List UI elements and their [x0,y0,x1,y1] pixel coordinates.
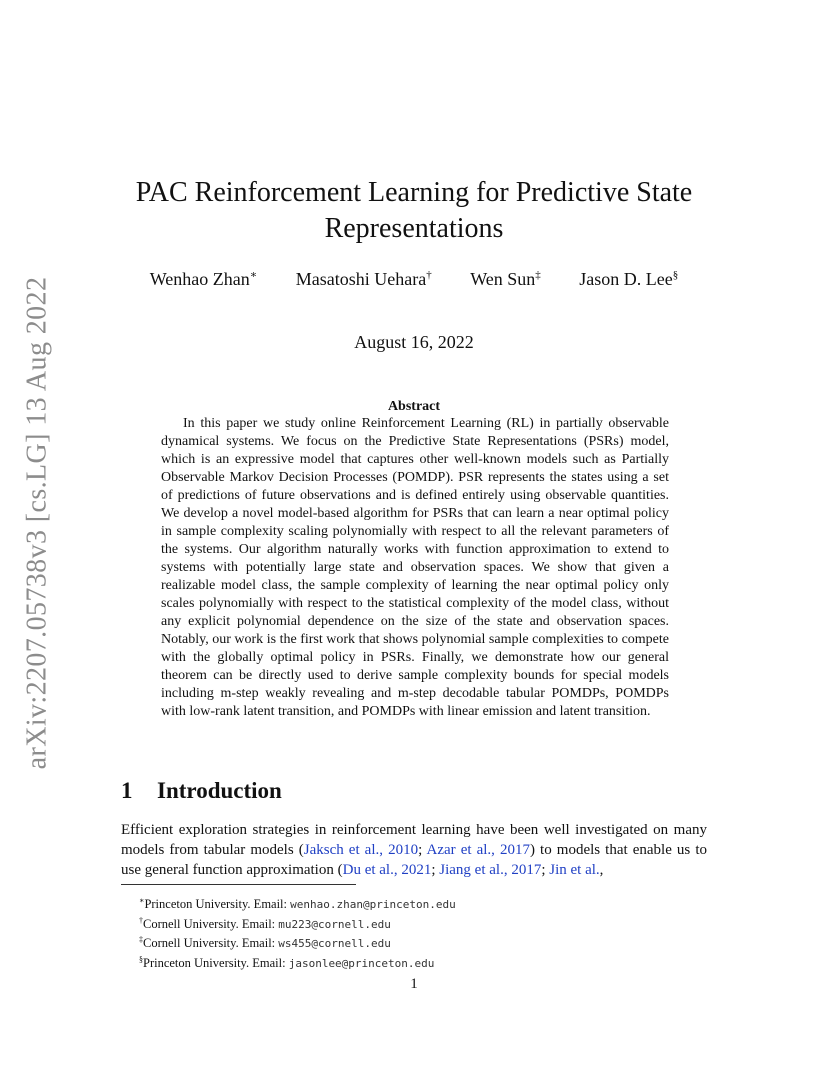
author [150,268,258,290]
footnote [139,893,456,913]
footnote [139,932,456,952]
author [470,269,541,290]
section-number: 1 [121,778,133,803]
abstract-body [161,415,669,721]
title-line-1: PAC Reinforcement Learning for Predictive State [135,177,693,208]
footnote [139,913,456,933]
intro-paragraph [121,820,707,880]
author-name: Jason D. Lee [579,269,673,289]
author-mark: ‡ [535,269,541,281]
footnote [139,952,456,972]
email-address[interactable]: jasonlee@princeton.edu [288,957,435,971]
paper-date: August 16, 2022 [354,332,474,352]
footnote-text: Cornell University. Email: [143,936,279,951]
footnote-mark: § [139,954,143,964]
citation-link[interactable]: Jaksch et al., 2010 [303,842,419,858]
citation-link[interactable]: Jin et al. [549,862,600,878]
author-mark: § [672,269,679,281]
section-title: Introduction [157,778,282,803]
section-heading [121,778,282,804]
email-address[interactable]: wenhao.zhan@princeton.edu [290,898,456,912]
author-list [0,268,828,290]
footnote-text: Princeton University. Email: [143,956,289,971]
page-number: 1 [410,976,418,992]
citation-link[interactable]: Jiang et al., 2017 [439,862,542,878]
email-address[interactable]: mu223@cornell.edu [278,917,391,931]
intro-text: ; [541,862,550,878]
footnote-mark: † [139,915,143,925]
intro-text: ; [418,842,427,858]
email-address[interactable]: ws455@cornell.edu [278,937,391,951]
footnotes [139,893,456,972]
footnote-text: Cornell University. Email: [143,916,279,931]
author [296,269,432,290]
author-name: Wen Sun [470,269,536,289]
title-line-2: Representations [324,213,504,244]
intro-text: ; [431,862,440,878]
footnote-text: Princeton University. Email: [144,897,291,912]
footnote-divider [121,884,356,885]
arxiv-id: arXiv:2207.05738v3 [cs.LG] 13 Aug 2022 [21,276,52,770]
author-mark: † [426,269,432,281]
arxiv-identifier-watermark [12,276,62,770]
citation-link[interactable]: Du et al., 2021 [342,862,432,878]
intro-text: Efficient exploration strategies in reinforcement learning have been well investigated on many models from tabular models ( [121,822,707,858]
intro-text: ) to models that enable us to use general function approximation ( [121,842,708,878]
footnote-mark: ∗ [139,896,145,905]
author-name: Wenhao Zhan [149,269,250,289]
citation-link[interactable]: Azar et al., 2017 [426,842,530,858]
author-name: Masatoshi Uehara [295,269,427,289]
abstract-heading: Abstract [387,399,441,414]
author-mark: ∗ [249,269,258,281]
paper-title [0,175,828,247]
author [579,269,678,290]
footnote-mark: ‡ [139,935,143,945]
intro-text: , [599,862,604,878]
abstract-text: In this paper we study online Reinforcement Learning (RL) in partially observable dynamical systems. We focus on the Predictive State Representations (PSRs) model, which is an expressive model that captures other well-known models such as Partially Observable Markov Decision Processes (POMDP). PSR represents the states using a set of predictions of future observations and is defined entirely using observable quantities. We develop a novel model-based algorithm for PSRs that can learn a near optimal policy in sample complexity scaling polynomially with respect to all the relevant parameters of the systems. Our algorithm naturally works with function approximation to extend to systems with potentially large state and observation spaces. We show that given a realizable model class, the sample complexity of learning the near optimal policy only scales polynomially with respect to the statistical complexity of the model class, without any explicit polynomial dependence on the size of the state and observation spaces. Notably, our work is the first work that shows polynomial sample complexities to compete with the globally optimal policy in PSRs. Finally, we demonstrate how our general theorem can be directly used to derive sample complexity bounds for special models including m-step weakly revealing and m-step decodable tabular POMDPs, POMDPs with low-rank latent transition, and POMDPs with linear emission and latent transition. [161,416,669,719]
